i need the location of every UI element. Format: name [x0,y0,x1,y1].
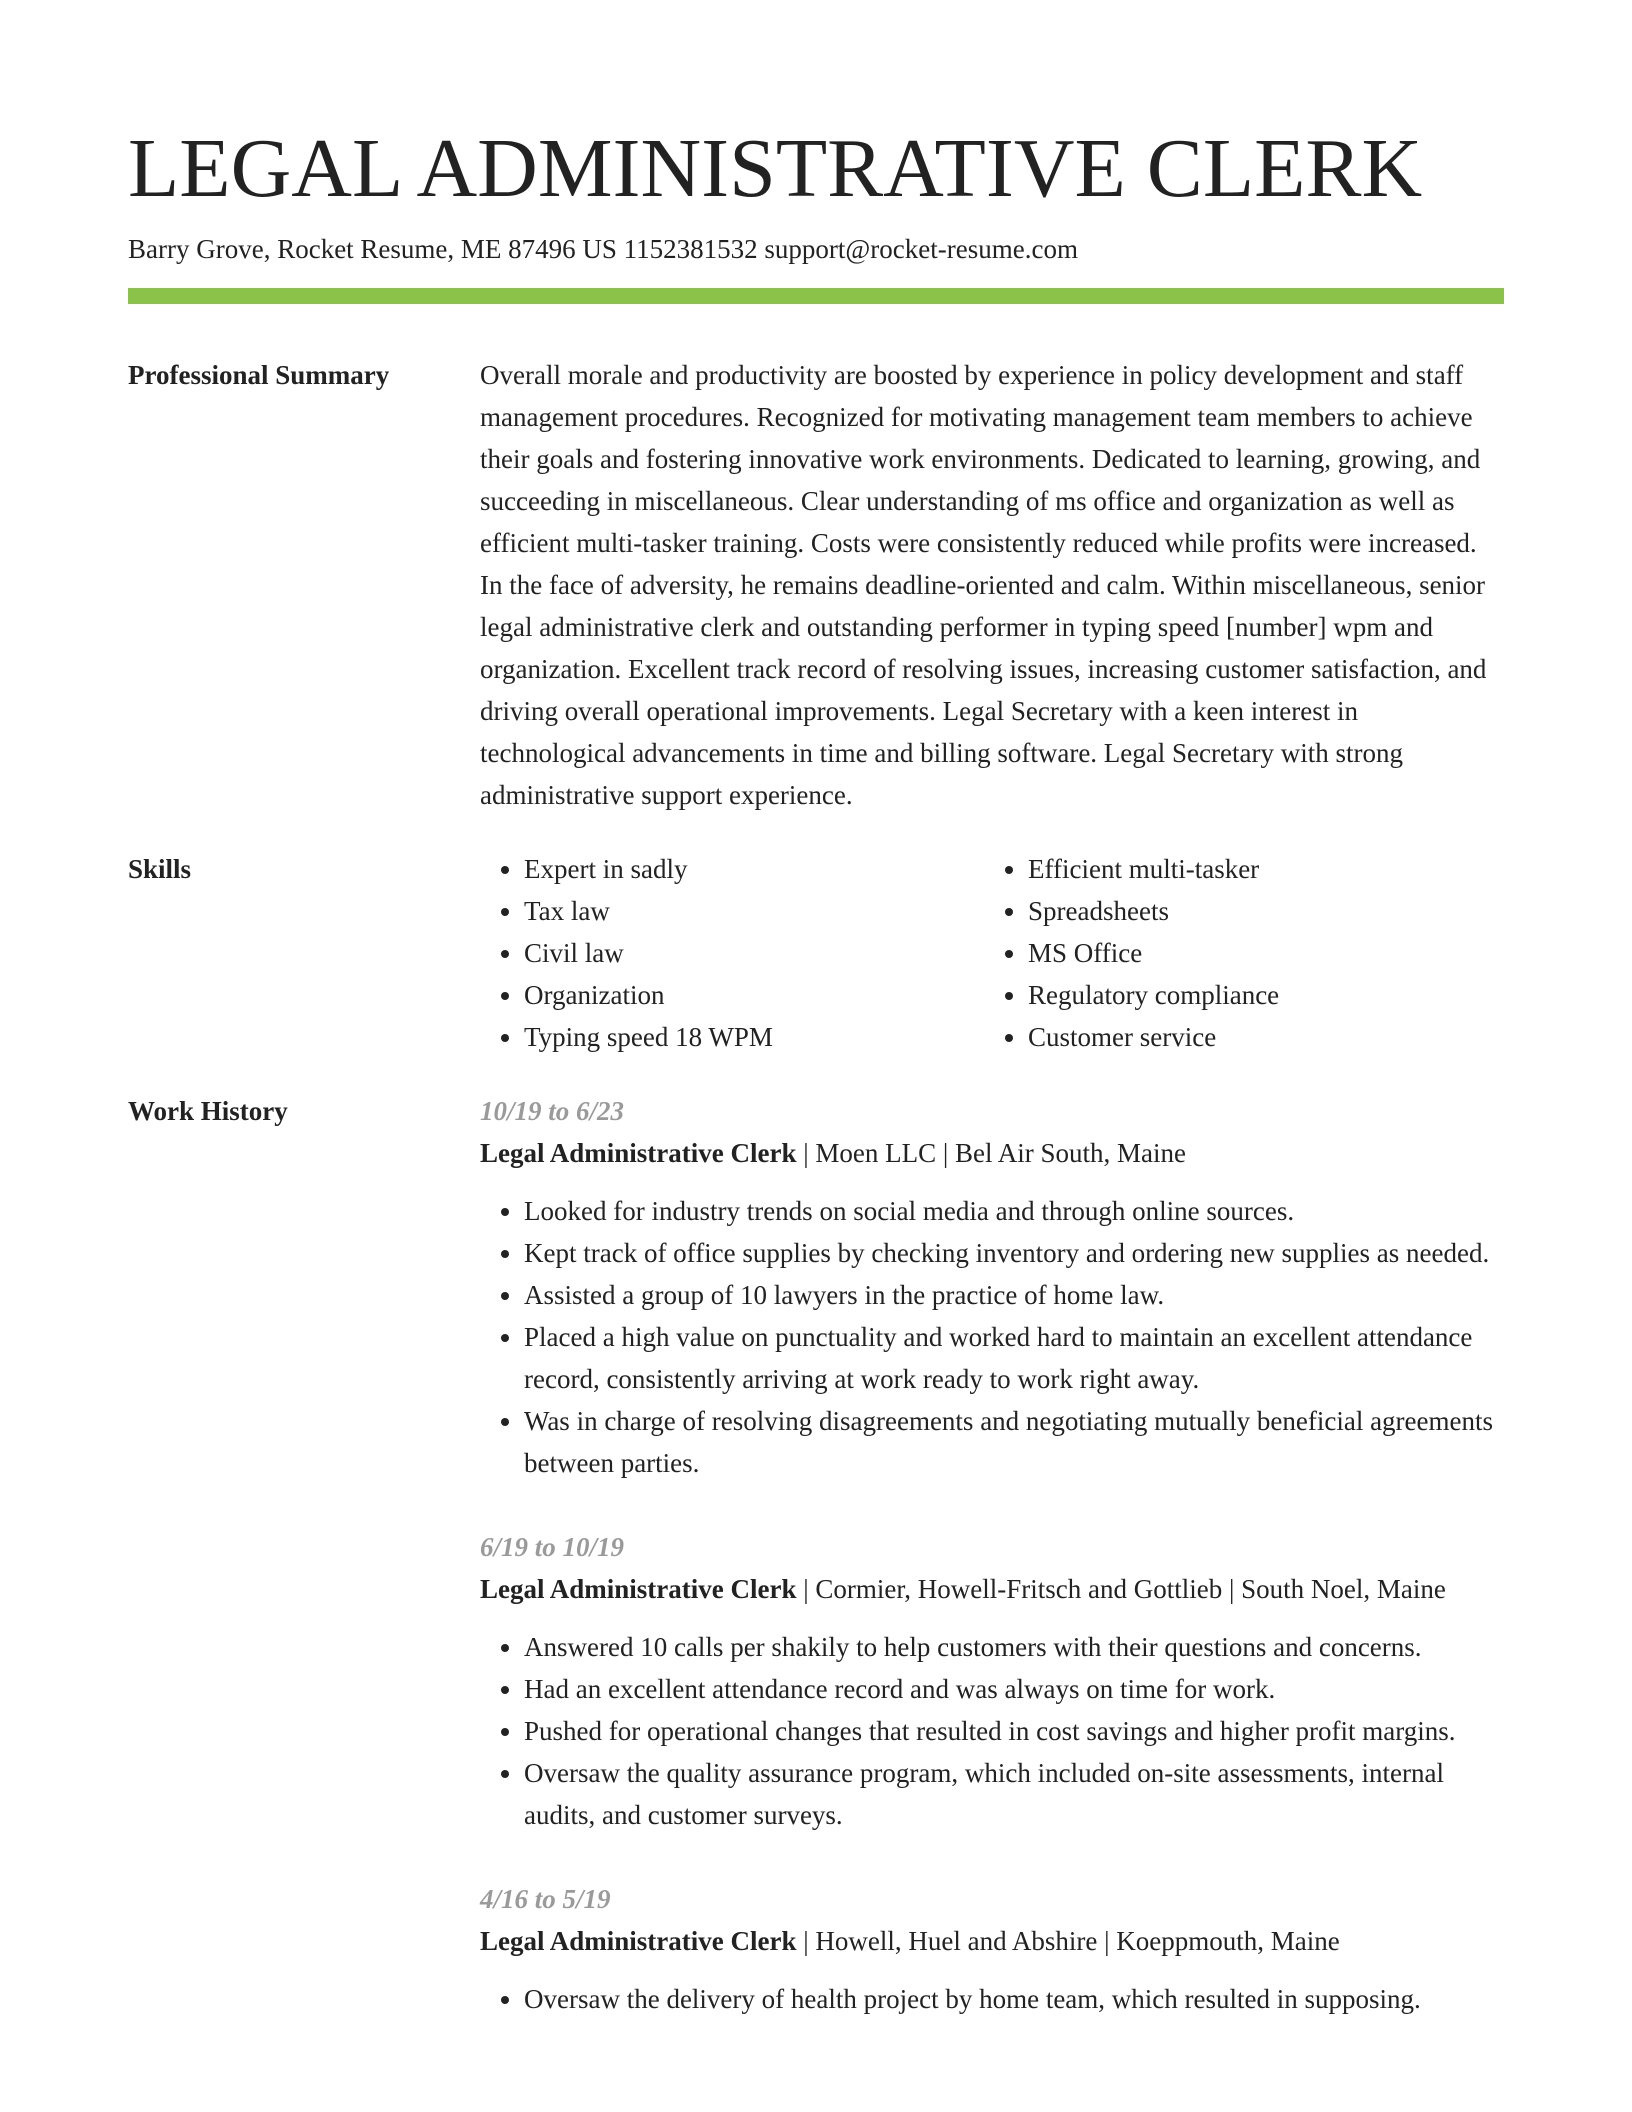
job-entry [480,1090,1504,1484]
skill-item: • Tax law [524,890,984,932]
job-bullet: • Was in charge of resolving disagreements and negotiating mutually beneficial agreements between parties. [524,1400,1504,1484]
contact-line: Barry Grove, Rocket Resume, ME 87496 US 1152381532 support@rocket-resume.com [128,234,1078,264]
skills-list-right [984,848,1488,1058]
work-history-section [128,1090,1504,2062]
resume-title: LEGAL ADMINISTRATIVE CLERK [128,122,1423,215]
job-bullet: • Oversaw the quality assurance program, which included on-site assessments, internal audits, and customer surveys. [524,1752,1504,1836]
skill-item: • Expert in sadly [524,848,984,890]
job-bullet: • Placed a high value on punctuality and worked hard to maintain an excellent attendance record, consistently arriving at work ready to work right away. [524,1316,1504,1400]
job-bullet: • Kept track of office supplies by checking inventory and ordering new supplies as needed. [524,1232,1504,1274]
job-heading [480,1568,1504,1610]
job-bullet: • Answered 10 calls per shakily to help customers with their questions and concerns. [524,1626,1504,1668]
job-title: Legal Administrative Clerk [480,1574,797,1604]
job-bullets [480,1978,1504,2020]
skills-label: Skills [128,854,192,884]
job-heading [480,1132,1504,1174]
skill-item: • Regulatory compliance [1028,974,1488,1016]
job-bullets [480,1190,1504,1484]
job-bullet: • Pushed for operational changes that resulted in cost savings and higher profit margins. [524,1710,1504,1752]
job-heading [480,1920,1504,1962]
summary-text: Overall morale and productivity are boosted by experience in policy development and staff management procedures. Recognized for motivating management team members to achieve their goals and fostering innovative work environments. Dedicated to learning, growing, and succeeding in miscellaneous. Clear understanding of ms office and organization as well as efficient multi-tasker training. Costs were consistently reduced while profits were increased. In the face of adversity, he remains deadline-oriented and calm. Within miscellaneous, senior legal administrative clerk and outstanding performer in typing speed [number] wpm and organization. Excellent track record of resolving issues, increasing customer satisfaction, and driving overall operational improvements. Legal Secretary with a keen interest in technological advancements in time and billing software. Legal Secretary with strong administrative support experience. [480,360,1487,810]
work-history-label: Work History [128,1096,288,1126]
job-dates: 10/19 to 6/23 [480,1096,625,1126]
skill-item: • Typing speed 18 WPM [524,1016,984,1058]
job-details: | Moen LLC | Bel Air South, Maine [796,1138,1187,1168]
skills-section [128,848,1504,1058]
skill-item: • Efficient multi-tasker [1028,848,1488,890]
job-entry [480,1878,1504,2020]
job-title: Legal Administrative Clerk [480,1926,797,1956]
job-dates: 4/16 to 5/19 [480,1884,611,1914]
job-bullet: • Assisted a group of 10 lawyers in the practice of home law. [524,1274,1504,1316]
job-entry [480,1526,1504,1836]
job-bullet: • Looked for industry trends on social media and through online sources. [524,1190,1504,1232]
skill-item: • Civil law [524,932,984,974]
job-title: Legal Administrative Clerk [480,1138,797,1168]
job-dates: 6/19 to 10/19 [480,1532,625,1562]
job-bullet: • Had an excellent attendance record and was always on time for work. [524,1668,1504,1710]
job-details: | Cormier, Howell-Fritsch and Gottlieb | South Noel, Maine [796,1574,1446,1604]
skill-item: • Customer service [1028,1016,1488,1058]
summary-section [128,354,1504,816]
job-details: | Howell, Huel and Abshire | Koeppmouth, Maine [796,1926,1340,1956]
skill-item: • Spreadsheets [1028,890,1488,932]
header-divider [128,288,1504,304]
skills-list-left [480,848,984,1058]
skill-item: • MS Office [1028,932,1488,974]
skill-item: • Organization [524,974,984,1016]
job-bullet: • Oversaw the delivery of health project by home team, which resulted in supposing. [524,1978,1504,2020]
summary-label: Professional Summary [128,360,390,390]
job-bullets [480,1626,1504,1836]
